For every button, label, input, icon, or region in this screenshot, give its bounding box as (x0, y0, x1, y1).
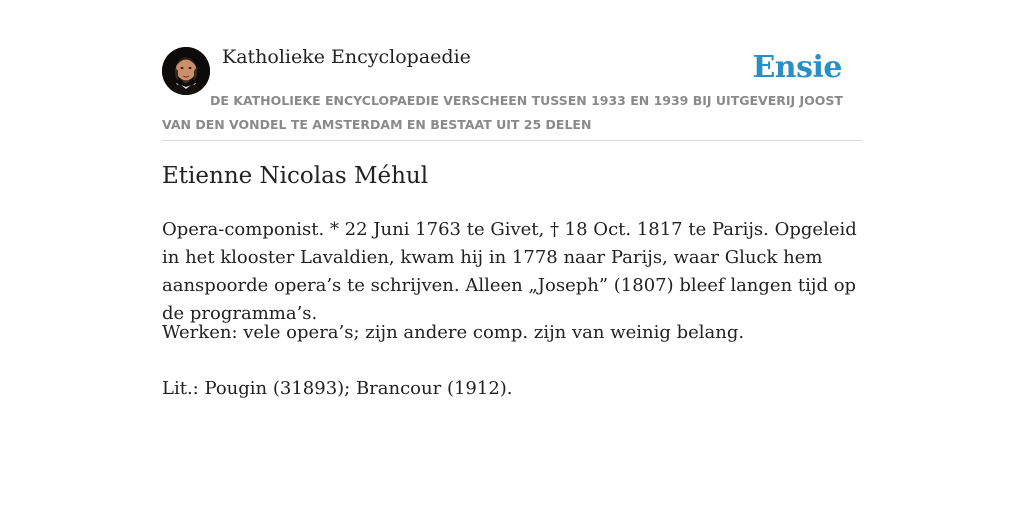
publication-description: DE KATHOLIEKE ENCYCLOPAEDIE VERSCHEEN TUSSEN 1933 EN 1939 BIJ UITGEVERIJ JOOST VAN DEN VONDEL TE AMSTERDAM EN BESTAAT UIT 25 DELEN (162, 93, 843, 132)
article-title: Etienne Nicolas Méhul (162, 163, 429, 189)
portrait-avatar-icon[interactable] (162, 47, 210, 95)
publication-name[interactable]: Katholieke Encyclopaedie (222, 46, 471, 68)
publication-header (162, 0, 862, 141)
article-paragraph-literature: Lit.: Pougin (31893); Brancour (1912). (162, 378, 513, 399)
article-paragraph-biography: Opera-componist. * 22 Juni 1763 te Givet, † 18 Oct. 1817 te Parijs. Opgeleid in het klooster Lavaldien, kwam hij in 1778 naar Parijs, waar Gluck hem aanspoorde opera’s te schrijven. Alleen „Joseph” (1807) bleef langen tijd op de programma’s. (162, 219, 857, 324)
ensie-logo-link[interactable]: Ensie (752, 50, 842, 85)
page-container (162, 0, 862, 399)
article-paragraph-works: Werken: vele opera’s; zijn andere comp. zijn van weinig belang. (162, 322, 745, 343)
